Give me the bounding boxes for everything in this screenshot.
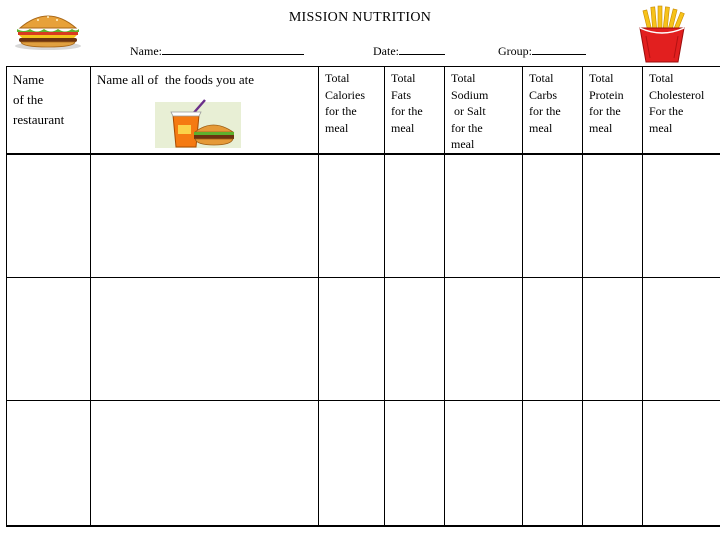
- header-line: Calories: [325, 87, 365, 102]
- header-line: Cholesterol: [649, 87, 705, 102]
- header-sodium: [445, 67, 523, 155]
- header-line: for the: [451, 120, 483, 135]
- header-line: meal: [649, 120, 673, 135]
- header-line: or Salt: [451, 104, 486, 118]
- header-line: Total: [325, 71, 350, 85]
- header-line: for the: [325, 104, 357, 118]
- name-label: Name:: [130, 44, 162, 58]
- cell-cholesterol[interactable]: [643, 401, 720, 527]
- name-field[interactable]: [130, 42, 304, 59]
- table-row: [7, 278, 720, 401]
- header-line: Total: [649, 71, 674, 85]
- header-line: meal: [451, 137, 475, 151]
- header-cholesterol: [643, 67, 720, 155]
- header-line: Total: [529, 71, 554, 85]
- table-row: [7, 401, 720, 527]
- cell-sodium[interactable]: [445, 154, 523, 278]
- header-line: Name all of the foods you ate: [97, 72, 255, 87]
- cell-carbs[interactable]: [523, 154, 583, 278]
- cell-restaurant[interactable]: [7, 401, 91, 527]
- cell-sodium[interactable]: [445, 401, 523, 527]
- cell-carbs[interactable]: [523, 278, 583, 401]
- cell-protein[interactable]: [583, 278, 643, 401]
- page-title: MISSION NUTRITION: [288, 10, 432, 25]
- date-label: Date:: [373, 44, 399, 58]
- cell-sodium[interactable]: [445, 278, 523, 401]
- header-line: Total: [391, 71, 416, 85]
- header-line: for the: [589, 104, 621, 118]
- group-blank[interactable]: [532, 42, 586, 55]
- header-line: for the: [529, 104, 561, 118]
- header-restaurant: [7, 67, 91, 155]
- header-protein: [583, 67, 643, 155]
- cell-fats[interactable]: [385, 278, 445, 401]
- header-line: Name: [13, 72, 45, 87]
- header-carbs: [523, 67, 583, 155]
- cell-calories[interactable]: [319, 154, 385, 278]
- cell-foods[interactable]: [91, 154, 319, 278]
- header-line: for the: [391, 104, 423, 118]
- group-field[interactable]: [498, 42, 586, 59]
- cell-protein[interactable]: [583, 401, 643, 527]
- soda-and-burger-icon: [155, 98, 241, 150]
- hamburger-icon: [12, 8, 84, 52]
- cell-calories[interactable]: [319, 278, 385, 401]
- header-line: meal: [391, 120, 415, 135]
- header-line: meal: [589, 120, 613, 135]
- cell-calories[interactable]: [319, 401, 385, 527]
- date-blank[interactable]: [399, 42, 445, 55]
- cell-foods[interactable]: [91, 278, 319, 401]
- date-field[interactable]: [373, 42, 445, 59]
- french-fries-icon: [632, 4, 692, 64]
- nutrition-table: [6, 66, 720, 527]
- cell-restaurant[interactable]: [7, 278, 91, 401]
- header-line: meal: [529, 120, 553, 135]
- cell-fats[interactable]: [385, 154, 445, 278]
- header-line: Sodium: [451, 87, 489, 102]
- header-line: meal: [325, 120, 349, 135]
- header-line: of the: [13, 92, 43, 107]
- header-line: Carbs: [529, 87, 557, 102]
- header-line: For the: [649, 104, 684, 118]
- header-calories: [319, 67, 385, 155]
- cell-restaurant[interactable]: [7, 154, 91, 278]
- cell-cholesterol[interactable]: [643, 154, 720, 278]
- cell-foods[interactable]: [91, 401, 319, 527]
- cell-protein[interactable]: [583, 154, 643, 278]
- header-line: Total: [451, 71, 476, 85]
- name-blank[interactable]: [162, 42, 304, 55]
- table-row: [7, 154, 720, 278]
- cell-fats[interactable]: [385, 401, 445, 527]
- header-row: [7, 67, 720, 155]
- cell-cholesterol[interactable]: [643, 278, 720, 401]
- header-fats: [385, 67, 445, 155]
- header-line: restaurant: [13, 112, 65, 127]
- group-label: Group:: [498, 44, 532, 58]
- header-foods: [91, 67, 319, 155]
- header-line: Protein: [589, 87, 624, 102]
- header-line: Total: [589, 71, 614, 85]
- cell-carbs[interactable]: [523, 401, 583, 527]
- header-line: Fats: [391, 87, 412, 102]
